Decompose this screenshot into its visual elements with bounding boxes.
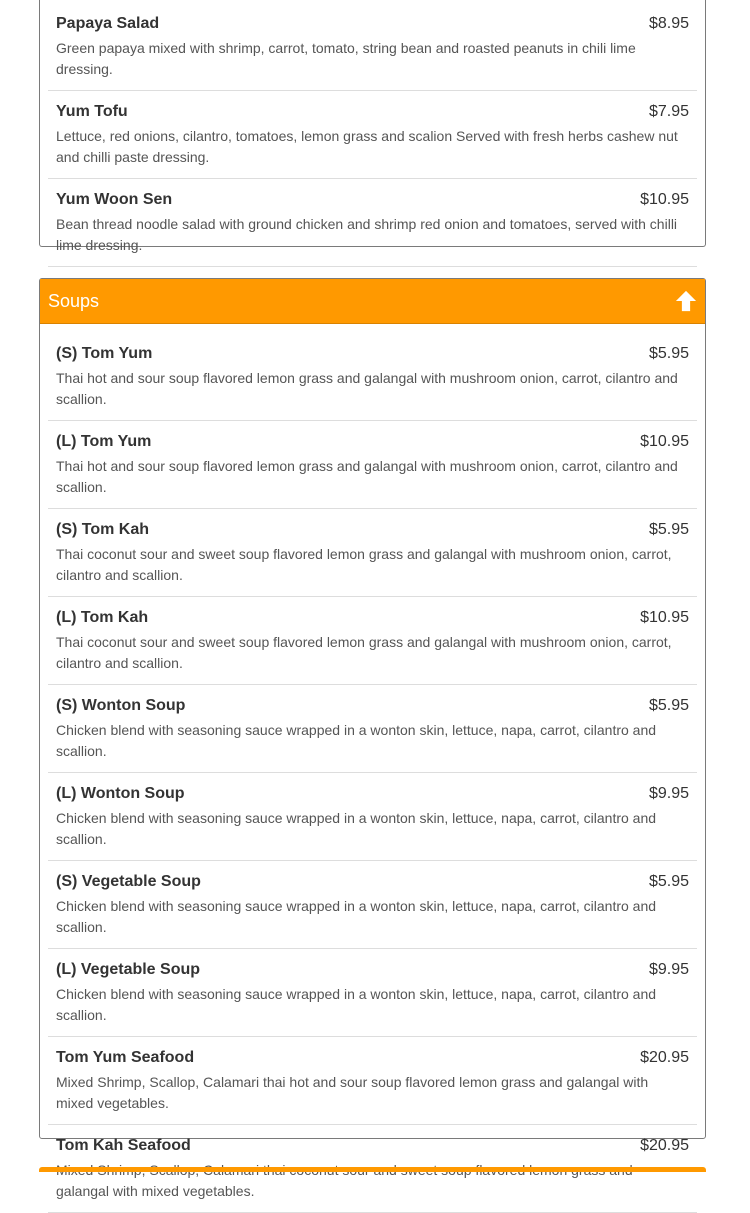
item-description: Chicken blend with seasoning sauce wrapped in a wonton skin, lettuce, napa, carrot, cilantro and scallion. (56, 810, 657, 847)
arrow-up-icon[interactable] (675, 290, 697, 312)
item-name: (S) Tom Yum (56, 345, 153, 362)
item-description: Bean thread noodle salad with ground chicken and shrimp red onion and tomatoes, served with chilli lime dressing. (56, 216, 678, 253)
menu-item[interactable] (48, 773, 697, 861)
salads-panel (39, 0, 706, 253)
item-name: (L) Vegetable Soup (56, 961, 201, 978)
menu-item[interactable] (48, 597, 697, 685)
item-description: Chicken blend with seasoning sauce wrapped in a wonton skin, lettuce, napa, carrot, cilantro and scallion. (56, 986, 657, 1023)
item-price: $7.95 (648, 103, 689, 120)
item-price: $5.95 (648, 873, 689, 890)
menu-item[interactable] (48, 861, 697, 949)
menu-item[interactable] (48, 91, 697, 179)
item-description: Thai coconut sour and sweet soup flavored lemon grass and galangal with mushroom onion, carrot, cilantro and scallion. (56, 634, 672, 671)
item-name: (L) Tom Yum (56, 433, 152, 450)
item-price: $9.95 (648, 785, 689, 802)
menu-item[interactable] (48, 685, 697, 773)
salads-item-list (40, 0, 705, 267)
item-description: Chicken blend with seasoning sauce wrapped in a wonton skin, lettuce, napa, carrot, cilantro and scallion. (56, 722, 657, 759)
item-description: Thai coconut sour and sweet soup flavored lemon grass and galangal with mushroom onion, carrot, cilantro and scallion. (56, 546, 672, 583)
item-name: (L) Tom Kah (56, 609, 149, 626)
item-description: Thai hot and sour soup flavored lemon grass and galangal with mushroom onion, carrot, cilantro and scallion. (56, 458, 678, 495)
item-description: Chicken blend with seasoning sauce wrapped in a wonton skin, lettuce, napa, carrot, cilantro and scallion. (56, 898, 657, 935)
item-price: $5.95 (648, 521, 689, 538)
menu-item[interactable] (48, 0, 697, 91)
item-name: (L) Wonton Soup (56, 785, 185, 802)
item-price: $5.95 (648, 697, 689, 714)
next-panel-heading[interactable] (39, 1167, 706, 1172)
item-price: $9.95 (648, 961, 689, 978)
item-price: $10.95 (640, 191, 689, 208)
item-price: $5.95 (648, 345, 689, 362)
soups-panel (39, 278, 706, 1199)
item-price: $10.95 (640, 433, 689, 450)
item-price: $8.95 (648, 15, 689, 32)
item-description: Mixed Shrimp, Scallop, Calamari thai hot and sour soup flavored lemon grass and galangal with mixed vegetables. (56, 1074, 649, 1111)
menu-item[interactable] (48, 333, 697, 421)
soups-item-list (40, 324, 705, 1213)
item-description: Green papaya mixed with shrimp, carrot, tomato, string bean and roasted peanuts in chili lime dressing. (56, 40, 636, 77)
item-description: Thai hot and sour soup flavored lemon grass and galangal with mushroom onion, carrot, cilantro and scallion. (56, 370, 678, 407)
item-name: Papaya Salad (56, 15, 160, 32)
item-price: $20.95 (640, 1137, 689, 1154)
item-description: Lettuce, red onions, cilantro, tomatoes, lemon grass and scalion Served with fresh herbs cashew nut and chilli paste dressing. (56, 128, 678, 165)
item-name: Tom Yum Seafood (56, 1049, 195, 1066)
item-price: $10.95 (640, 609, 689, 626)
item-name: Tom Kah Seafood (56, 1137, 191, 1154)
section-title: Soups (48, 290, 100, 311)
item-description: galangal with mixed vegetables. (56, 1183, 255, 1199)
item-name: Yum Tofu (56, 103, 128, 120)
item-name: Yum Woon Sen (56, 191, 173, 208)
soups-panel-heading[interactable] (40, 279, 705, 324)
menu-item[interactable] (48, 509, 697, 597)
menu-item[interactable] (48, 949, 697, 1037)
item-name: (S) Tom Kah (56, 521, 150, 538)
menu-item[interactable] (48, 421, 697, 509)
menu-item[interactable] (48, 179, 697, 267)
item-price: $20.95 (640, 1049, 689, 1066)
menu-item[interactable] (48, 1037, 697, 1125)
item-name: (S) Vegetable Soup (56, 873, 201, 890)
item-name: (S) Wonton Soup (56, 697, 186, 714)
